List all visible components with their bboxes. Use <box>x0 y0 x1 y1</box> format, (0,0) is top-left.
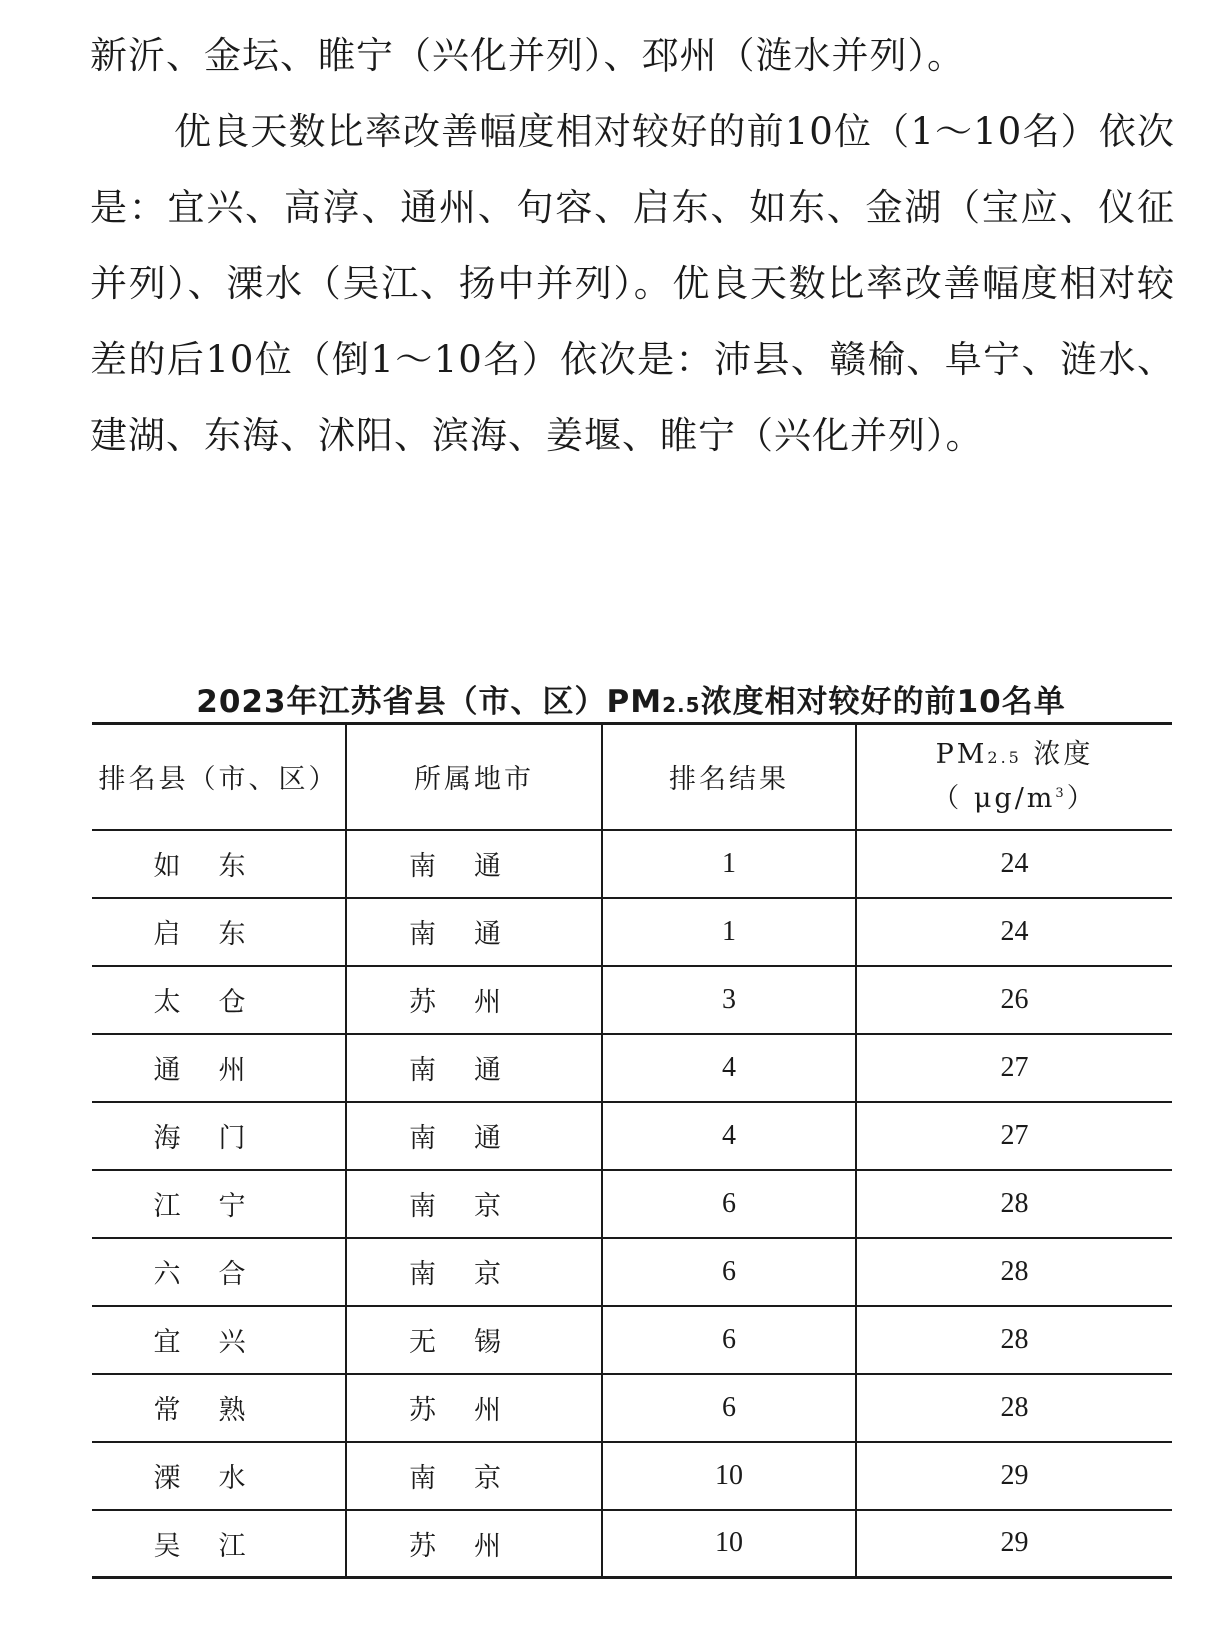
cell-county: 通州 <box>92 1034 346 1102</box>
cell-value: 26 <box>856 966 1172 1034</box>
table-row <box>92 1238 1172 1306</box>
table-row <box>92 1442 1172 1510</box>
header-conc-pm: PM <box>935 738 988 770</box>
cell-value: 29 <box>856 1442 1172 1510</box>
header-unit-sup: 3 <box>1055 785 1067 801</box>
cell-value: 28 <box>856 1170 1172 1238</box>
cell-rank: 1 <box>602 898 856 966</box>
cell-value: 27 <box>856 1034 1172 1102</box>
cell-value: 24 <box>856 898 1172 966</box>
table-row <box>92 966 1172 1034</box>
cell-city: 无锡 <box>346 1306 602 1374</box>
cell-city: 南通 <box>346 830 602 898</box>
cell-county: 海门 <box>92 1102 346 1170</box>
header-county: 排名县（市、区） <box>92 724 346 830</box>
cell-value: 24 <box>856 830 1172 898</box>
cell-value: 28 <box>856 1306 1172 1374</box>
cell-rank: 10 <box>602 1510 856 1578</box>
cell-rank: 6 <box>602 1306 856 1374</box>
header-rank: 排名结果 <box>602 724 856 830</box>
table-row <box>92 1034 1172 1102</box>
cell-city: 南通 <box>346 898 602 966</box>
paragraph-good-days: 优良天数比率改善幅度相对较好的前10位（1～10名）依次是：宜兴、高淳、通州、句容、启东、如东、金湖（宝应、仪征并列）、溧水（吴江、扬中并列）。优良天数比率改善幅度相对较差的后10位（倒1～10名）依次是：沛县、赣榆、阜宁、涟水、建湖、东海、沭阳、滨海、姜堰、睢宁（兴化并列）。 <box>90 110 1175 457</box>
cell-value: 28 <box>856 1374 1172 1442</box>
cell-value: 27 <box>856 1102 1172 1170</box>
cell-county: 启东 <box>92 898 346 966</box>
header-unit-pre: （ μg/m <box>932 782 1056 814</box>
body-text <box>90 18 1175 474</box>
cell-county: 宜兴 <box>92 1306 346 1374</box>
cell-value: 28 <box>856 1238 1172 1306</box>
header-conc-sub: 2.5 <box>987 747 1022 767</box>
cell-rank: 6 <box>602 1170 856 1238</box>
cell-city: 苏州 <box>346 1510 602 1578</box>
cell-rank: 6 <box>602 1238 856 1306</box>
pm25-ranking-table <box>92 722 1172 1579</box>
header-concentration <box>856 724 1172 830</box>
cell-county: 江宁 <box>92 1170 346 1238</box>
cell-city: 南通 <box>346 1034 602 1102</box>
cell-county: 如东 <box>92 830 346 898</box>
cell-rank: 10 <box>602 1442 856 1510</box>
table-title <box>90 676 1172 721</box>
cell-city: 南京 <box>346 1442 602 1510</box>
table-row <box>92 1170 1172 1238</box>
cell-rank: 3 <box>602 966 856 1034</box>
cell-county: 吴江 <box>92 1510 346 1578</box>
table-row <box>92 830 1172 898</box>
table-header-row <box>92 724 1172 830</box>
table-row <box>92 1374 1172 1442</box>
cell-rank: 6 <box>602 1374 856 1442</box>
cell-city: 南京 <box>346 1170 602 1238</box>
table-row <box>92 1510 1172 1578</box>
cell-county: 太仓 <box>92 966 346 1034</box>
header-concentration-label <box>857 737 1172 776</box>
cell-city: 南京 <box>346 1238 602 1306</box>
cell-rank: 1 <box>602 830 856 898</box>
header-unit-post: ） <box>1066 782 1097 814</box>
table-title-post: 浓度相对较好的前10名单 <box>700 684 1066 720</box>
table-row <box>92 898 1172 966</box>
cell-city: 南通 <box>346 1102 602 1170</box>
table-row <box>92 1102 1172 1170</box>
header-conc-text: 浓度 <box>1021 738 1094 770</box>
cell-rank: 4 <box>602 1034 856 1102</box>
cell-value: 29 <box>856 1510 1172 1578</box>
cell-city: 苏州 <box>346 1374 602 1442</box>
header-city: 所属地市 <box>346 724 602 830</box>
cell-rank: 4 <box>602 1102 856 1170</box>
table-row <box>92 1306 1172 1374</box>
table-title-pre: 2023年江苏省县（市、区）PM <box>196 684 663 720</box>
table-body <box>92 830 1172 1578</box>
cell-county: 溧水 <box>92 1442 346 1510</box>
paragraph-continuation: 新沂、金坛、睢宁（兴化并列）、邳州（涟水并列）。 <box>90 34 965 77</box>
cell-county: 常熟 <box>92 1374 346 1442</box>
cell-county: 六合 <box>92 1238 346 1306</box>
table-title-sub: 2.5 <box>662 693 701 717</box>
header-concentration-unit <box>857 776 1172 817</box>
cell-city: 苏州 <box>346 966 602 1034</box>
